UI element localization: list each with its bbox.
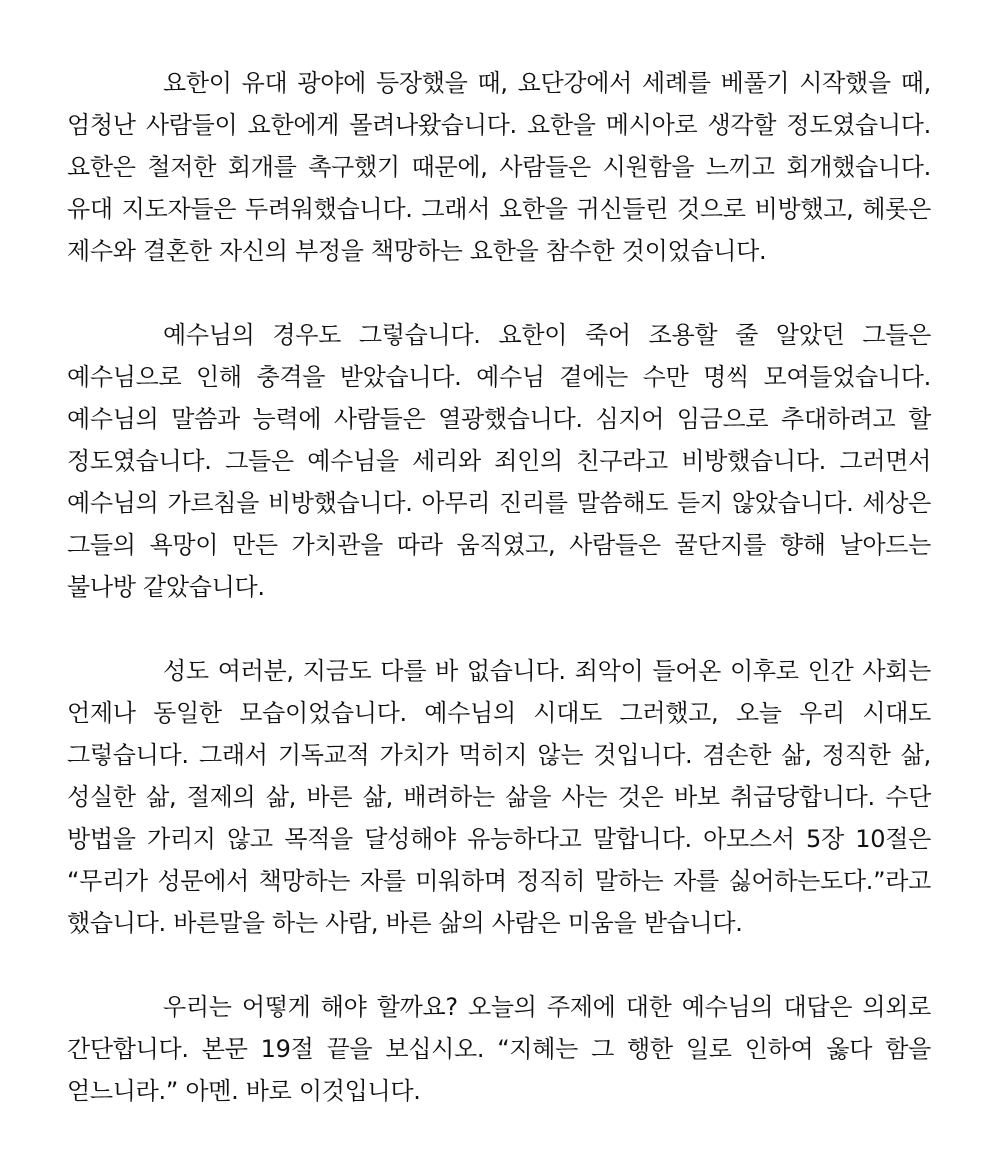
paragraph-4: 우리는 어떻게 해야 할까요? 오늘의 주제에 대한 예수님의 대답은 의외로 간단합니다. 본문 19절 끝을 보십시오. “지혜는 그 행한 일로 인하여 옳다 함을 얻느니라.” 아멘. 바로 이것입니다. <box>67 993 931 1105</box>
paragraph-2: 예수님의 경우도 그렇습니다. 요한이 죽어 조용할 줄 알았던 그들은 예수님으로 인해 충격을 받았습니다. 예수님 곁에는 수만 명씩 모여들었습니다. 예수님의 말씀과 능력에 사람들은 열광했습니다. 심지어 임금으로 추대하려고 할 정도였습니다. 그들은 예수님을 세리와 죄인의 친구라고 비방했습니다. 그러면서 예수님의 가르침을 비방했습니다. 아무리 진리를 말씀해도 듣지 않았습니다. 세상은 그들의 욕망이 만든 가치관을 따라 움직였고, 사람들은 꿀단지를 향해 날아드는 불나방 같았습니다. <box>67 321 931 601</box>
document-page <box>67 62 931 1112</box>
paragraph-1: 요한이 유대 광야에 등장했을 때, 요단강에서 세례를 베풀기 시작했을 때, 엄청난 사람들이 요한에게 몰려나왔습니다. 요한을 메시아로 생각할 정도였습니다. 요한은 철저한 회개를 촉구했기 때문에, 사람들은 시원함을 느끼고 회개했습니다. 유대 지도자들은 두려워했습니다. 그래서 요한을 귀신들린 것으로 비방했고, 헤롯은 제수와 결혼한 자신의 부정을 책망하는 요한을 참수한 것이었습니다. <box>67 69 931 265</box>
paragraph-3: 성도 여러분, 지금도 다를 바 없습니다. 죄악이 들어온 이후로 인간 사회는 언제나 동일한 모습이었습니다. 예수님의 시대도 그러했고, 오늘 우리 시대도 그렇습니다. 그래서 기독교적 가치가 먹히지 않는 것입니다. 겸손한 삶, 정직한 삶, 성실한 삶, 절제의 삶, 바른 삶, 배려하는 삶을 사는 것은 바보 취급당합니다. 수단 방법을 가리지 않고 목적을 달성해야 유능하다고 말합니다. 아모스서 5장 10절은 “무리가 성문에서 책망하는 자를 미워하며 정직히 말하는 자를 싫어하는도다.”라고 했습니다. 바른말을 하는 사람, 바른 삶의 사람은 미움을 받습니다. <box>67 657 931 937</box>
